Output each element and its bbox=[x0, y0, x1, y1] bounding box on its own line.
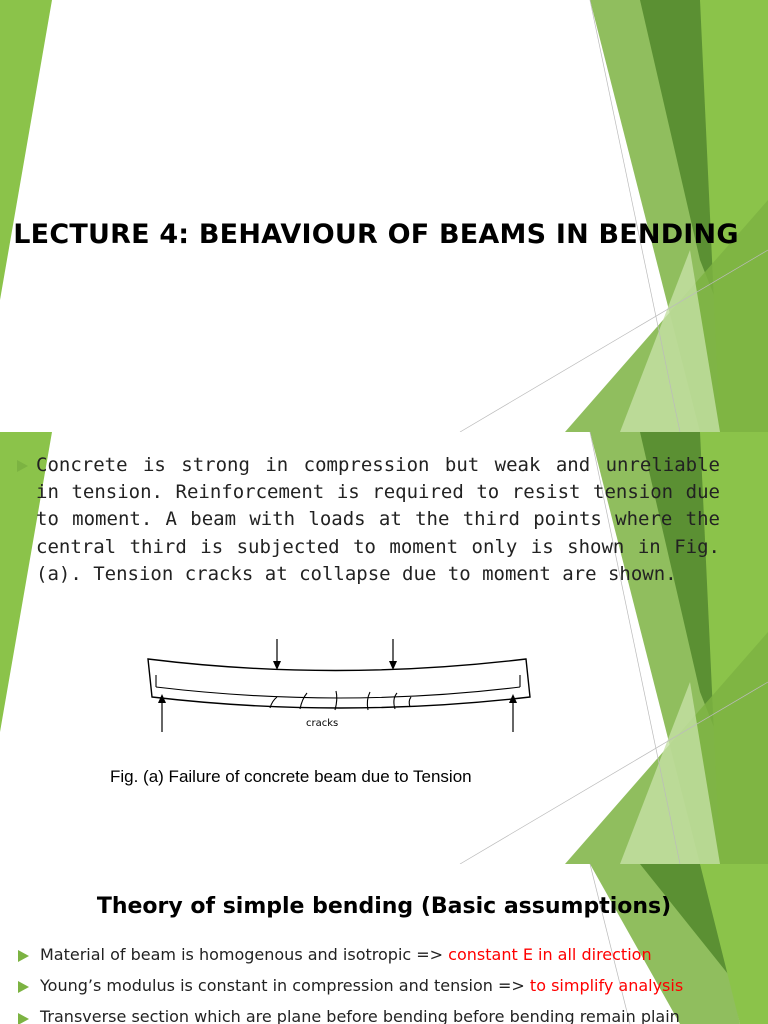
beam-diagram bbox=[140, 637, 540, 747]
green-decoration bbox=[0, 864, 768, 1024]
assumption-item: Material of beam is homogenous and isotropic => constant E in all direction bbox=[40, 945, 652, 964]
assumption-item: Young’s modulus is constant in compression and tension => to simplify analysis bbox=[40, 976, 684, 995]
figure-caption: Fig. (a) Failure of concrete beam due to Tension bbox=[110, 767, 472, 786]
lecture-title: LECTURE 4: BEHAVIOUR OF BEAMS IN BENDING bbox=[13, 219, 739, 250]
bullet-arrow-icon bbox=[18, 1013, 29, 1024]
beam-failure-slide bbox=[0, 432, 768, 864]
green-decoration bbox=[0, 0, 768, 432]
bullet-arrow-icon bbox=[17, 460, 28, 472]
assumption-item: Transverse section which are plane before bending before bending remain plain bbox=[40, 1007, 680, 1024]
concrete-paragraph: Concrete is strong in compression but weak and unreliable in tension. Reinforcement is required to resist tension due to moment. A beam with loads at the third points where the central third is subjected to moment only is shown in Fig.(a). Tension cracks at collapse due to moment are shown. bbox=[36, 454, 720, 585]
simple-bending-slide bbox=[0, 864, 768, 1024]
bullet-arrow-icon bbox=[18, 981, 29, 993]
cracks-label: cracks bbox=[306, 718, 339, 729]
bullet-arrow-icon bbox=[18, 950, 29, 962]
slide-heading: Theory of simple bending (Basic assumptions) bbox=[96, 894, 672, 919]
title-slide bbox=[0, 0, 768, 432]
